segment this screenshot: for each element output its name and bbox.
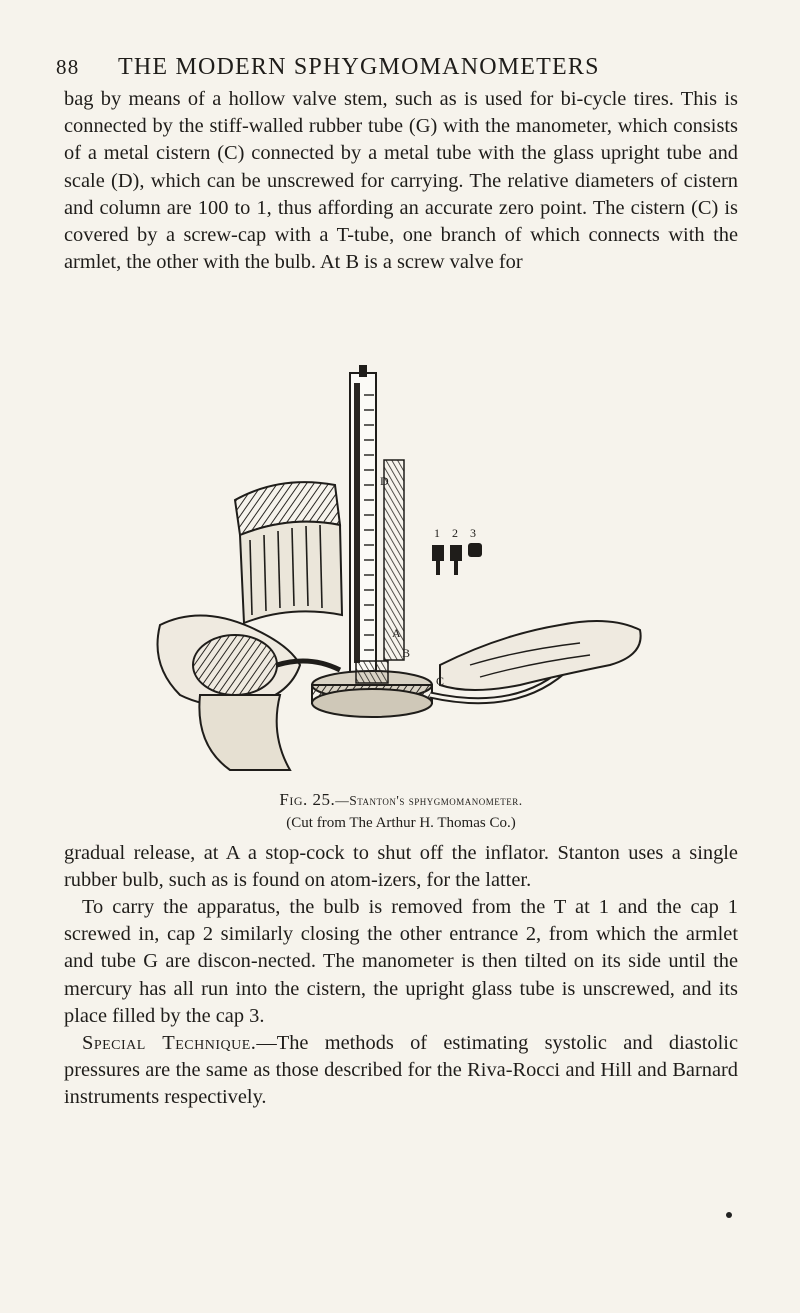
sphygmomanometer-illustration — [140, 365, 660, 775]
paragraph-3: To carry the apparatus, the bulb is removed from the T at 1 and the cap 1 screwed in, cap 2 similarly closing the other entrance 2, from which the armlet and tube G are discon-nected. The manometer is then tilted on its side until the mercury has all run into the cistern, the upright glass tube is unscrewed, and its place filled by the cap 3. — [64, 896, 738, 1027]
spare-caps — [432, 543, 482, 575]
armlet — [235, 482, 342, 623]
metal-cistern — [312, 661, 432, 717]
paragraph-2: gradual release, at A a stop-cock to shut off the inflator. Stanton uses a single rubber bulb, such as is found on atom-izers, for the latter. — [64, 842, 738, 892]
rubber-tube-and-hand — [430, 621, 641, 701]
paragraph-1: bag by means of a hollow valve stem, such as is used for bi-cycle tires. This is connected by the stiff-walled rubber tube (G) with the manometer, which consists of a metal cistern (C) connected by a metal tube with the glass upright tube and scale (D), which can be unscrewed for carrying. The relative diameters of cistern and column are 100 to 1, thus affording an accurate zero point. The cistern (C) is covered by a screw-cap with a T-tube, one branch of which connects with the armlet, the other with the bulb. At B is a screw valve for — [64, 88, 738, 274]
section-heading: Special Technique. — [82, 1032, 257, 1054]
label-2: 2 — [452, 526, 458, 540]
label-3: 3 — [470, 526, 476, 540]
paragraph-4 — [64, 1030, 738, 1112]
figure-title: —Stanton's sphygmomanometer. — [335, 793, 523, 808]
page-mark — [726, 1212, 732, 1218]
figure-credit: (Cut from The Arthur H. Thomas Co.) — [286, 815, 516, 831]
running-head — [56, 54, 756, 81]
running-title: THE MODERN SPHYGMOMANOMETERS — [118, 54, 600, 80]
page-number: 88 — [56, 55, 80, 79]
label-d: D — [380, 474, 389, 488]
figure-caption — [64, 790, 738, 810]
label-1: 1 — [434, 526, 440, 540]
section-body: —The methods of estimating systolic and diastolic pressures are the same as those described for the Riva-Rocci and Hill and Barnard instruments respectively. — [64, 1032, 739, 1109]
label-b: B — [402, 646, 411, 660]
label-c: C — [436, 674, 445, 688]
label-a: A — [392, 626, 401, 640]
figure-number: Fig. 25. — [279, 790, 336, 809]
